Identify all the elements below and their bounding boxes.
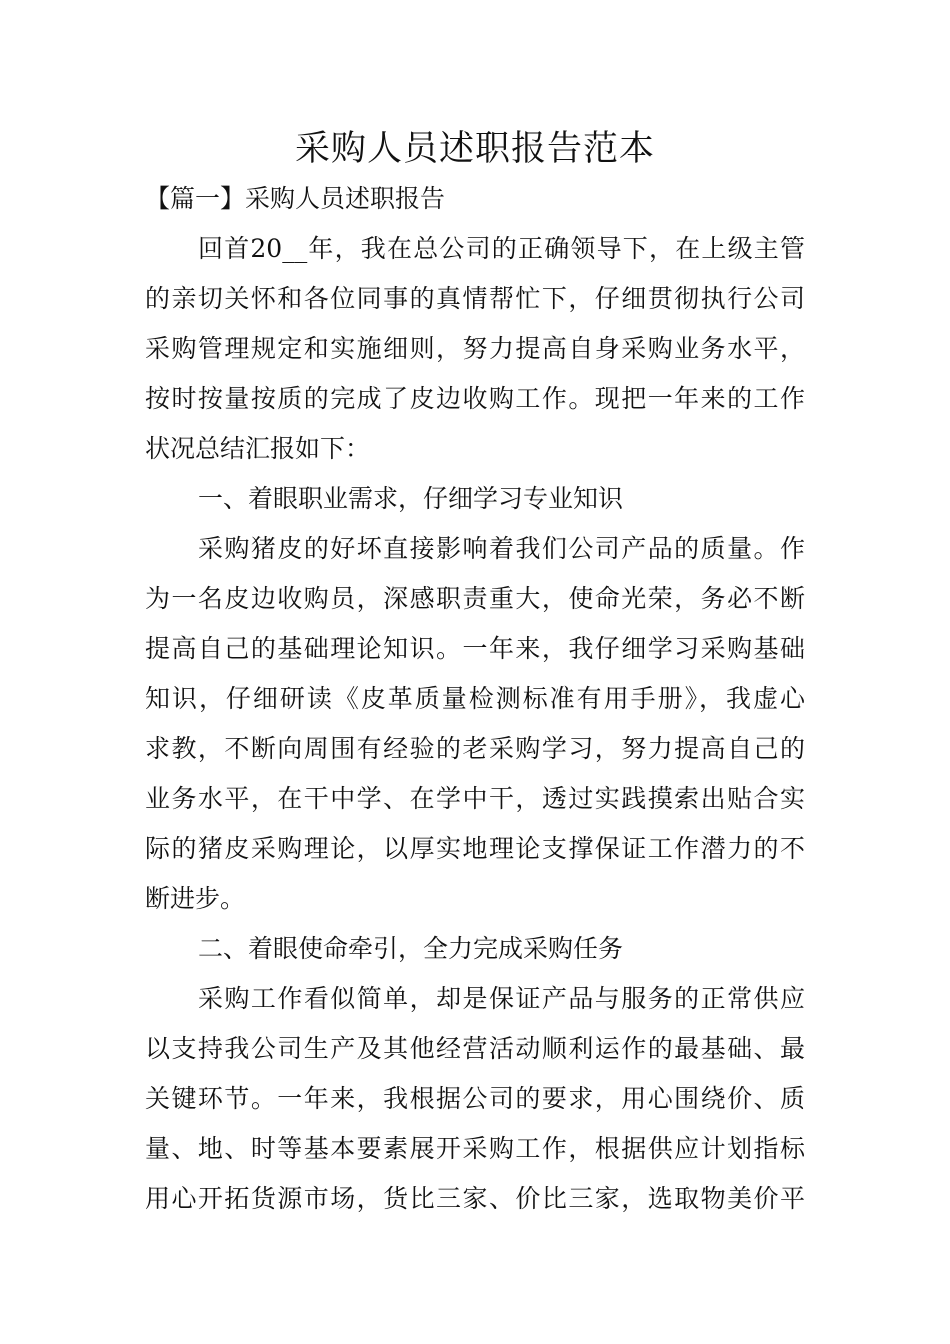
paragraph-line: 际的猪皮采购理论，以厚实地理论支撑保证工作潜力的不 [145,834,805,863]
paragraph-line: 求教，不断向周围有经验的老采购学习，努力提高自己的 [145,734,805,763]
paragraph-line: 为一名皮边收购员，深感职责重大，使命光荣，务必不断 [145,584,805,613]
paragraph-line: 状况总结汇报如下： [145,434,371,463]
paragraph-line: 知识，仔细研读《皮革质量检测标准有用手册》，我虚心 [145,684,805,713]
section-heading: 二、着眼使命牵引，全力完成采购任务 [198,934,624,963]
paragraph-line: 按时按量按质的完成了皮边收购工作。现把一年来的工作 [145,384,805,413]
paragraph-line: 采购猪皮的好坏直接影响着我们公司产品的质量。作 [198,534,805,563]
section-label: 【篇一】采购人员述职报告 [145,184,446,213]
paragraph-line: 以支持我公司生产及其他经营活动顺利运作的最基础、最 [145,1034,805,1063]
paragraph-line: 采购工作看似简单，却是保证产品与服务的正常供应 [198,984,805,1013]
paragraph-line: 提高自己的基础理论知识。一年来，我仔细学习采购基础 [145,634,805,663]
paragraph-line: 回首20__年，我在总公司的正确领导下，在上级主管 [198,234,805,263]
paragraph-line: 采购管理规定和实施细则，努力提高自身采购业务水平， [145,334,805,363]
paragraph-line: 的亲切关怀和各位同事的真情帮忙下，仔细贯彻执行公司 [145,284,805,313]
paragraph-line: 业务水平，在干中学、在学中干，透过实践摸索出贴合实 [145,784,805,813]
section-heading: 一、着眼职业需求，仔细学习专业知识 [198,484,624,513]
paragraph-line: 断进步。 [145,884,246,913]
paragraph-line: 用心开拓货源市场，货比三家、价比三家，选取物美价平 [145,1184,805,1213]
paragraph-line: 关键环节。一年来，我根据公司的要求，用心围绕价、质 [145,1084,805,1113]
document-title: 采购人员述职报告范本 [294,129,655,169]
paragraph-line: 量、地、时等基本要素展开采购工作，根据供应计划指标 [145,1134,805,1163]
